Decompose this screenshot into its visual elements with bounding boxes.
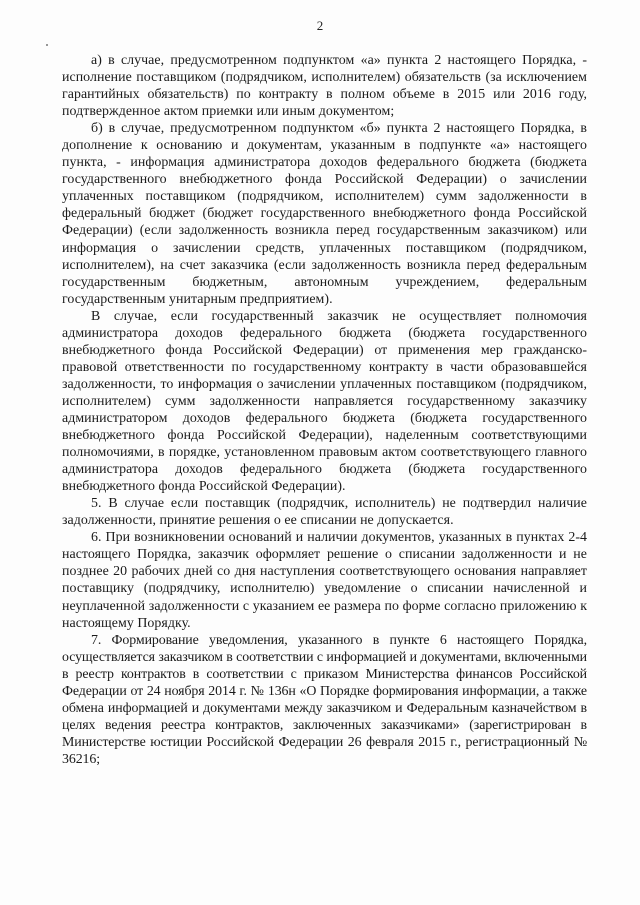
paragraph-state-customer-case: В случае, если государственный заказчик не осуществляет полномочия администратора доходов федерального бюджета (бюджета государственного внебюджетного фонда Российской Федерации) от применения мер гражданско-правовой ответственности по государственному контракту в части образовавшейся задолженности, то информация о зачислении уплаченных поставщиком (подрядчиком, исполнителем) сумм задолженности направляется государственному заказчику администратором доходов федерального бюджета (бюджета государственного внебюджетного фонда Российской Федерации), наделенным соответствующими полномочиями, в порядке, установленном правовым актом соответствующего главного администратора доходов федерального бюджета (бюджета государственного внебюджетного фонда Российской Федерации). — [62, 308, 587, 495]
document-body — [62, 52, 587, 768]
paragraph-subitem-a: а) в случае, предусмотренном подпунктом «а» пункта 2 настоящего Порядка, - исполнение поставщиком (подрядчиком, исполнителем) обязательств (за исключением гарантийных обязательств) по контракту в полном объеме в 2015 или 2016 году, подтвержденное актом приемки или иным документом; — [62, 53, 587, 120]
paragraph-item-7: 7. Формирование уведомления, указанного в пункте 6 настоящего Порядка, осуществляется заказчиком в соответствии с информацией и документами, включенными в реестр контрактов в соответствии с приказом Министерства финансов Российской Федерации от 24 ноября 2014 г. № 136н «О Порядке формирования информации, а также обмена информацией и документами между заказчиком и Федеральным казначейством в целях ведения реестра контрактов, заключенных заказчиками» (зарегистрирован в Министерстве юстиции Российской Федерации 26 февраля 2015 г., регистрационный № 36216; — [62, 632, 587, 767]
scan-speck — [46, 44, 48, 46]
paragraph-item-5: 5. В случае если поставщик (подрядчик, исполнитель) не подтвердил наличие задолженности, принятие решения о ее списании не допускается. — [62, 496, 587, 529]
paragraph-item-6: 6. При возникновении оснований и наличии документов, указанных в пунктах 2-4 настоящего Порядка, заказчик оформляет решение о списании задолженности и не позднее 20 рабочих дней со дня наступления соответствующего основания направляет поставщику (подрядчику, исполнителю) уведомление о списании начисленной и неуплаченной задолженности с указанием ее размера по форме согласно приложению к настоящему Порядку. — [62, 530, 587, 631]
paragraph-subitem-b: б) в случае, предусмотренном подпунктом «б» пункта 2 настоящего Порядка, в дополнение к основанию и документам, указанным в подпункте «а» настоящего пункта, - информация администратора доходов федерального бюджета (бюджета государственного внебюджетного фонда Российской Федерации) о зачислении уплаченных поставщиком (подрядчиком, исполнителем) сумм задолженности в федеральный бюджет (бюджет государственного внебюджетного фонда Российской Федерации) (если задолженность возникла перед государственным заказчиком) или информация о зачислении средств, уплаченных поставщиком (подрядчиком, исполнителем), на счет заказчика (если задолженность возникла перед федеральным государственным бюджетным, автономным учреждением, федеральным государственным унитарным предприятием). — [62, 121, 587, 307]
page-number: 2 — [316, 18, 324, 33]
